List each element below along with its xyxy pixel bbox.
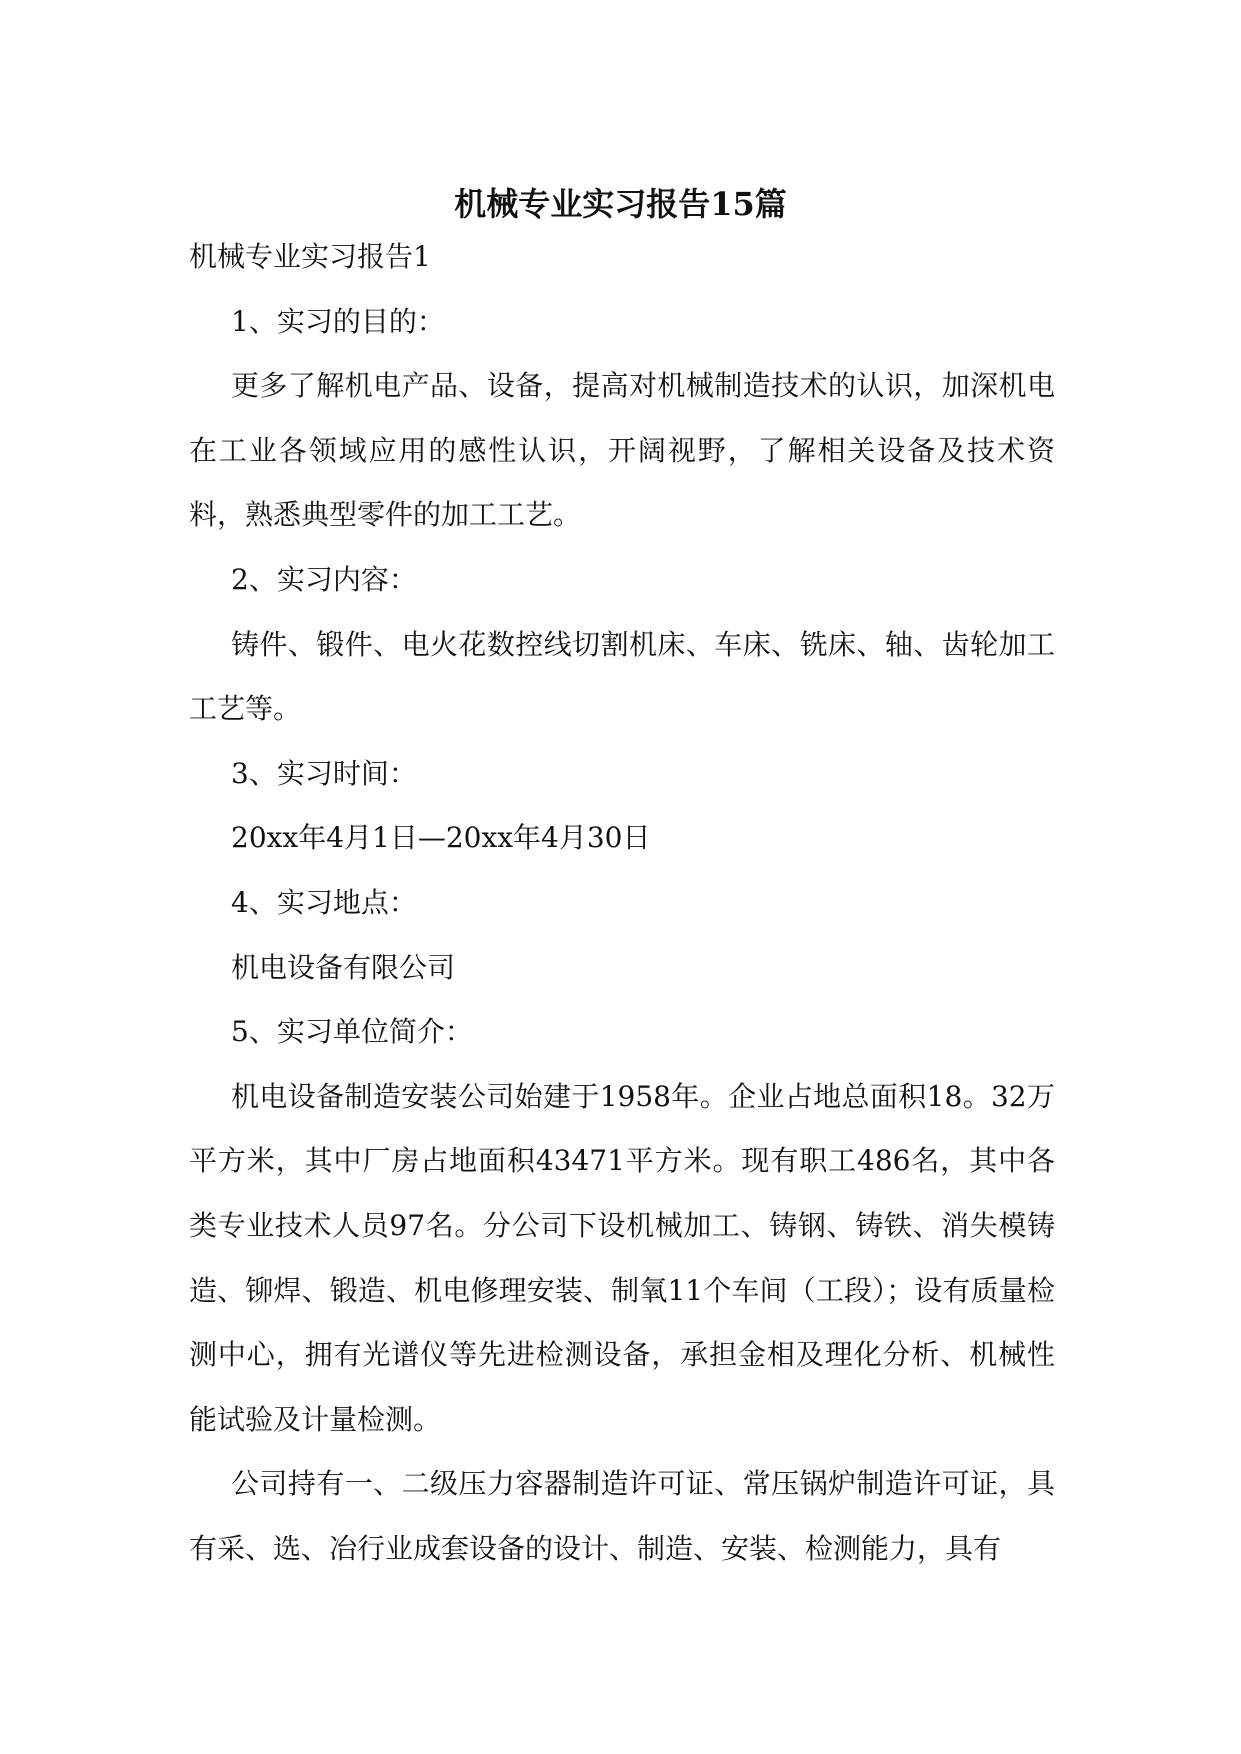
document-title: 机械专业实习报告15篇 (454, 185, 787, 224)
paragraph-company-intro: 机电设备制造安装公司始建于1958年。企业占地总面积18。32万平方米，其中厂房占地面积43471平方米。现有职工486名，其中各类专业技术人员97名。分公司下设机械加工、铸钢、铸铁、消失模铸造、铆焊、锻造、机电修理安装、制氧11个车间（工段）；设有质量检测中心，拥有光谱仪等先进检测设备，承担金相及理化分析、机械性能试验及计量检测。 (189, 1079, 1055, 1436)
subheading-location: 4、实习地点： (231, 885, 417, 919)
subheading-time: 3、实习时间： (231, 756, 417, 790)
paragraph-location: 机电设备有限公司 (231, 950, 456, 984)
subheading-purpose: 1、实习的目的： (231, 304, 445, 338)
paragraph-company-licenses: 公司持有一、二级压力容器制造许可证、常压锅炉制造许可证，具有采、选、冶行业成套设备的设计、制造、安装、检测能力，具有 (189, 1467, 1055, 1565)
section-heading: 机械专业实习报告1 (189, 240, 431, 273)
paragraph-purpose: 更多了解机电产品、设备，提高对机械制造技术的认识，加深机电在工业各领域应用的感性认识，开阔视野，了解相关设备及技术资料，熟悉典型零件的加工工艺。 (189, 369, 1055, 532)
document-body (189, 225, 1055, 1581)
paragraph-time: 20xx年4月1日—20xx年4月30日 (231, 821, 651, 855)
subheading-company-intro: 5、实习单位简介： (231, 1015, 473, 1049)
paragraph-content: 铸件、锻件、电火花数控线切割机床、车床、铣床、轴、齿轮加工工艺等。 (189, 627, 1055, 726)
subheading-content: 2、实习内容： (231, 562, 417, 596)
